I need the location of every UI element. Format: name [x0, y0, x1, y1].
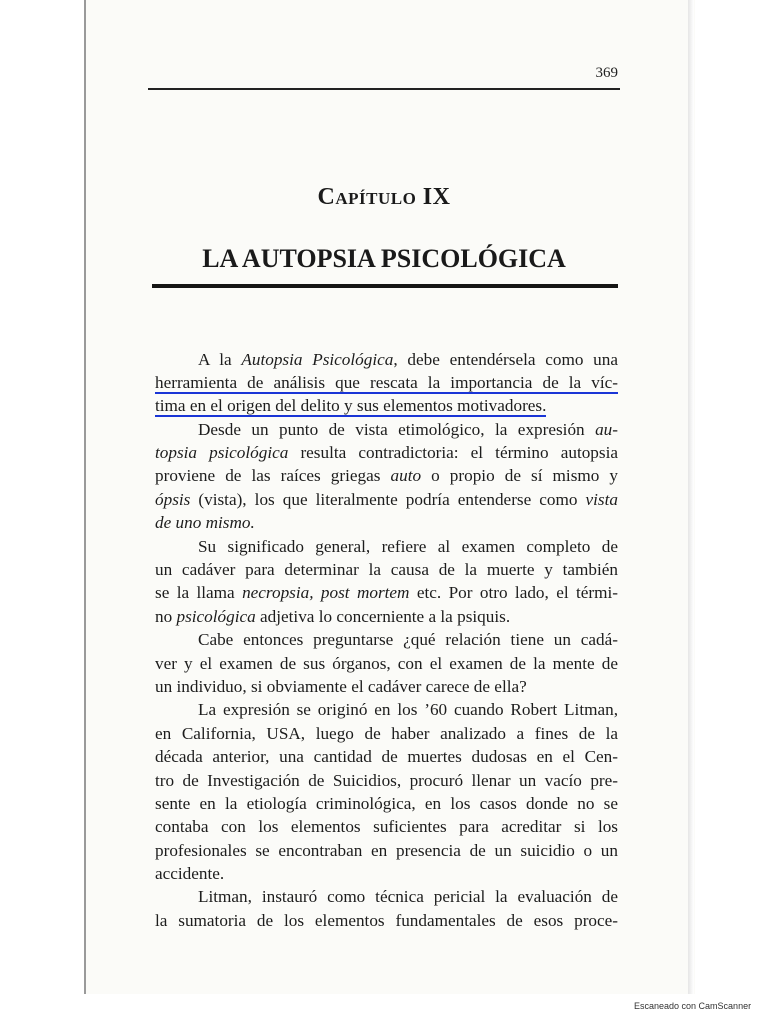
text-line: Cabe entonces preguntarse ¿qué relación tiene un cadá- [198, 630, 618, 650]
text-line: Litman, instauró como técnica pericial la evaluación de [198, 887, 618, 907]
page-number: 369 [595, 65, 618, 81]
text-line: década anterior, una cantidad de muertes dudosas en el Cen- [155, 747, 618, 767]
text-line: Su significado general, refiere al examen completo de [198, 536, 618, 556]
text-line: sente en la etiología criminológica, en los casos donde no se [155, 793, 618, 813]
text-line: no psicológica adjetiva lo concerniente a la psiquis. [155, 606, 511, 626]
text-line: un individuo, si obviamente el cadáver carece de ella? [155, 676, 527, 696]
chapter-title: LA AUTOPSIA PSICOLÓGICA [202, 244, 566, 273]
highlighted-line: herramienta de análisis que rescata la importancia de la víc- [155, 373, 618, 393]
highlighted-line-wrapper [155, 394, 618, 417]
text-line: profesionales se encontraban en presencia de un suicidio o un [155, 840, 618, 860]
chapter-label: Capítulo IX [317, 184, 451, 210]
body-text [155, 348, 618, 932]
text-line: un cadáver para determinar la causa de la muerte y también [155, 560, 618, 580]
highlighted-line: tima en el origen del delito y sus elementos motivadores. [155, 396, 547, 416]
header-rule [148, 88, 620, 90]
text-line: Desde un punto de vista etimológico, la expresión au- [198, 419, 618, 439]
scanner-watermark: Escaneado con CamScanner [634, 1001, 752, 1011]
text-line: La expresión se originó en los ’60 cuando Robert Litman, [198, 700, 618, 720]
text-line: accidente. [155, 864, 225, 884]
text-line: proviene de las raíces griegas auto o propio de sí mismo y [155, 466, 618, 486]
text-line: la sumatoria de los elementos fundamentales de esos proce- [155, 910, 618, 930]
text-line: topsia psicológica resulta contradictoria: el término autopsia [155, 443, 618, 463]
text-line: ver y el examen de sus órganos, con el examen de la mente de [155, 653, 618, 673]
title-rule [152, 284, 618, 288]
text-line: se la llama necropsia, post mortem etc. Por otro lado, el térmi- [155, 583, 618, 603]
text-line: contaba con los elementos suficientes para acreditar si los [155, 817, 618, 837]
text-line: ópsis (vista), los que literalmente podría entenderse como vista [155, 489, 618, 509]
text-line: en California, USA, luego de haber analizado a fines de la [155, 723, 618, 743]
text-line: de uno mismo. [155, 513, 255, 533]
text-line: tro de Investigación de Suicidios, procuró llenar un vacío pre- [155, 770, 618, 790]
page-edge-shadow [688, 0, 694, 994]
text-line: A la Autopsia Psicológica, debe entendérsela como una [198, 350, 618, 369]
